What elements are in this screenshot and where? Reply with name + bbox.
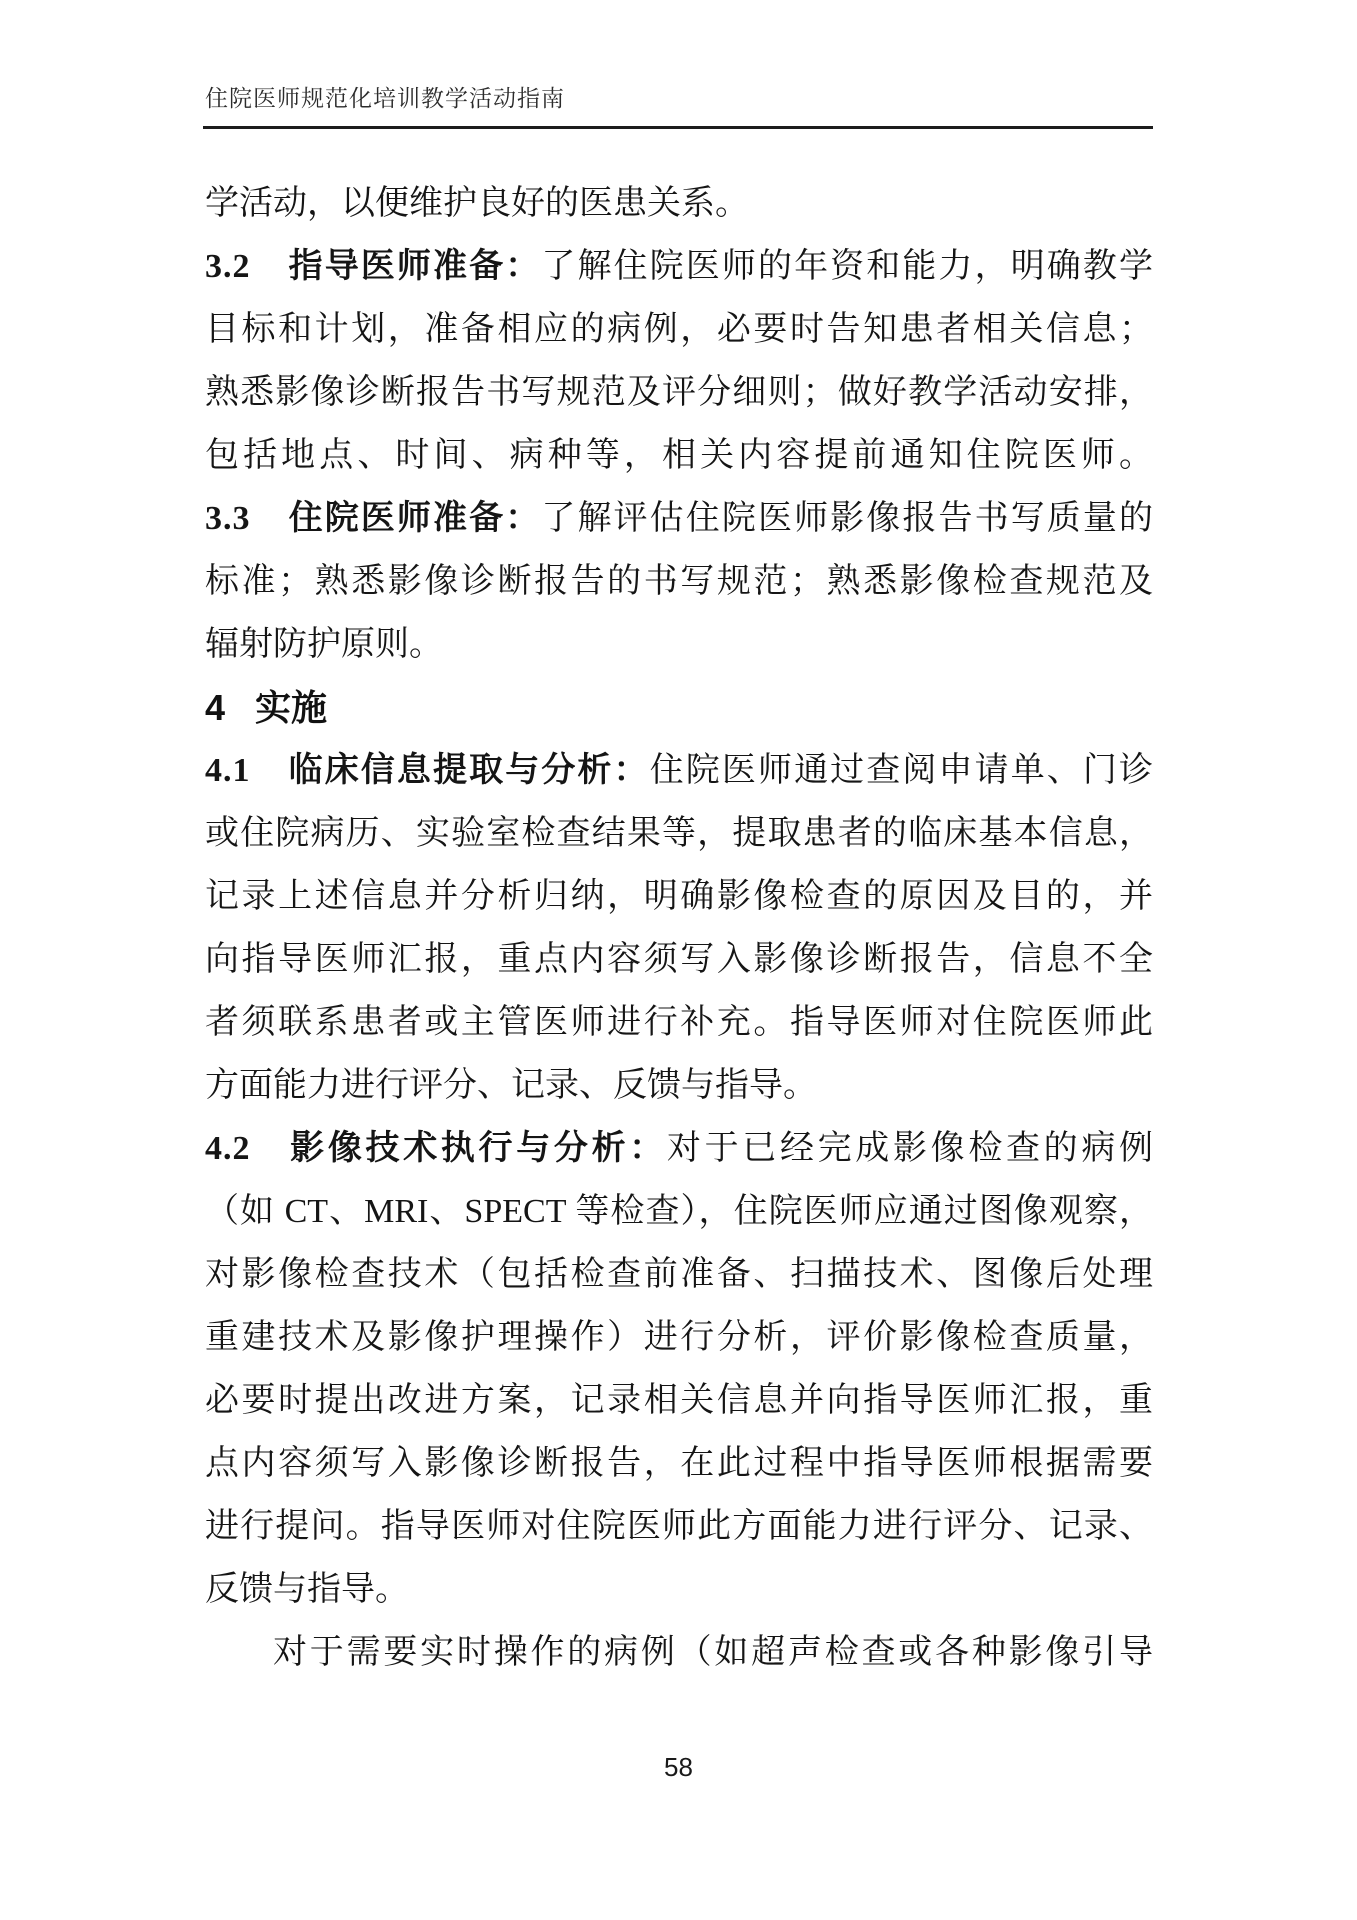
run-text: 目标和计划，准备相应的病例，必要时告知患者相关信息；: [205, 311, 1153, 348]
run-text: 对影像检查技术（包括检查前准备、扫描技术、图像后处理: [205, 1256, 1153, 1293]
run-bold: 影像技术执行与分析：: [286, 1130, 667, 1167]
run-text: 反馈与指导。: [205, 1571, 409, 1608]
run-text: 或住院病历、实验室检查结果等，提取患者的临床基本信息，: [205, 815, 1153, 852]
run-text: 方面能力进行评分、记录、反馈与指导。: [205, 1067, 817, 1104]
text-line: [205, 991, 1153, 1054]
text-line: [205, 1054, 1153, 1117]
run-text: 住院医师通过查阅申请单、门诊: [649, 752, 1153, 789]
run-text: 对于需要实时操作的病例（如超声检查或各种影像引导: [273, 1634, 1153, 1671]
run-text: 了解住院医师的年资和能力，明确教学: [541, 248, 1153, 285]
run-text: 对于已经完成影像检查的病例: [666, 1130, 1153, 1167]
text-line: [205, 1243, 1153, 1306]
document-body: [205, 172, 1153, 1684]
run-text: 记录上述信息并分析归纳，明确影像检查的原因及目的，并: [205, 878, 1153, 915]
run-text: 重建技术及影像护理操作）进行分析，评价影像检查质量，: [205, 1319, 1153, 1356]
text-line: [205, 928, 1153, 991]
text-line: [205, 550, 1153, 613]
header-rule: [203, 126, 1153, 129]
run-text: 学活动，以便维护良好的医患关系。: [205, 185, 749, 222]
text-line: [205, 1306, 1153, 1369]
text-line: [205, 865, 1153, 928]
text-line: [205, 1621, 1153, 1684]
text-line: [205, 739, 1153, 802]
text-line: [205, 613, 1153, 676]
run-text: 必要时提出改进方案，记录相关信息并向指导医师汇报，重: [205, 1382, 1153, 1419]
text-line: [205, 1369, 1153, 1432]
section-number: 3.2: [205, 248, 251, 285]
run-text: 点内容须写入影像诊断报告，在此过程中指导医师根据需要: [205, 1445, 1153, 1482]
run-text: 进行提问。指导医师对住院医师此方面能力进行评分、记录、: [205, 1508, 1153, 1545]
text-line: [205, 802, 1153, 865]
text-line: [205, 424, 1153, 487]
run-text: 熟悉影像诊断报告书写规范及评分细则；做好教学活动安排，: [205, 374, 1153, 411]
section-number: 4.2: [205, 1130, 251, 1167]
text-line: [205, 298, 1153, 361]
text-line: [205, 361, 1153, 424]
section-heading: [205, 676, 1153, 739]
text-line: [205, 1180, 1153, 1243]
run-text: 向指导医师汇报，重点内容须写入影像诊断报告，信息不全: [205, 941, 1153, 978]
text-line: [205, 1432, 1153, 1495]
text-line: [205, 1558, 1153, 1621]
run-text: 者须联系患者或主管医师进行补充。指导医师对住院医师此: [205, 1004, 1153, 1041]
running-header-title: 住院医师规范化培训教学活动指南: [205, 86, 565, 111]
page-number: 58: [664, 1752, 693, 1782]
run-text: 标准；熟悉影像诊断报告的书写规范；熟悉影像检查规范及: [205, 563, 1153, 600]
section-number: 4: [205, 687, 226, 728]
run-text: 实施: [255, 687, 328, 728]
run-bold: 指导医师准备：: [286, 248, 542, 285]
text-line: [205, 235, 1153, 298]
text-line: [205, 1117, 1153, 1180]
text-line: [205, 487, 1153, 550]
run-bold: 临床信息提取与分析：: [286, 752, 650, 789]
run-text: （如 CT、MRI、SPECT 等检查），住院医师应通过图像观察，: [205, 1193, 1153, 1230]
section-number: 4.1: [205, 752, 251, 789]
section-number: 3.3: [205, 500, 251, 537]
run-text: 包括地点、时间、病种等，相关内容提前通知住院医师。: [205, 437, 1153, 474]
text-line: [205, 1495, 1153, 1558]
run-text: 了解评估住院医师影像报告书写质量的: [541, 500, 1153, 537]
text-line: [205, 172, 1153, 235]
run-text: 辐射防护原则。: [205, 626, 443, 663]
run-bold: 住院医师准备：: [286, 500, 542, 537]
